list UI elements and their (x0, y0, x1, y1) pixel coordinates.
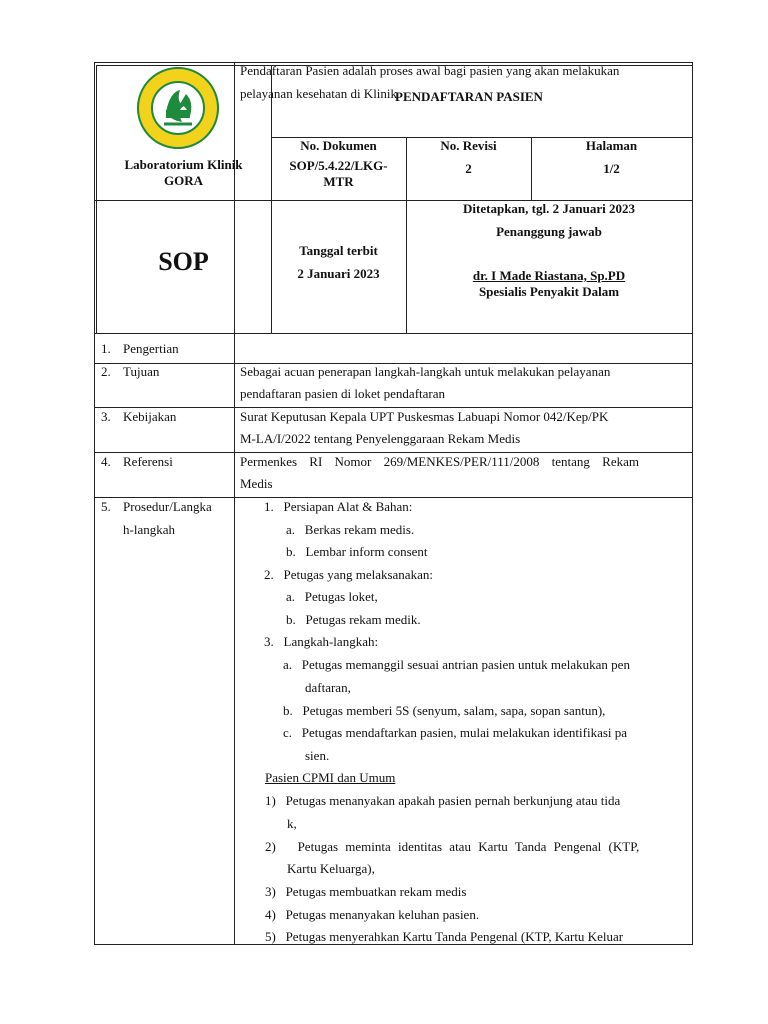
cpmi-step-5: 5) Petugas menyerahkan Kartu Tanda Pengenal (KTP, Kartu Keluar (265, 929, 624, 944)
penanggung-jawab: Penanggung jawab (496, 224, 602, 239)
cpmi-step-2-line1: 2) Petugas meminta identitas atau Kartu Tanda Pengenal (KTP, (265, 839, 640, 854)
header-bottom (94, 333, 692, 334)
referensi-line2: Medis (240, 476, 273, 491)
signer-name-text: dr. I Made Riastana, Sp.PD (472, 268, 626, 283)
cpmi-step-4: 4) Petugas menanyakan keluhan pasien. (265, 907, 480, 922)
step-3a-line2: daftaran, (305, 680, 351, 695)
ditetapkan: Ditetapkan, tgl. 2 Januari 2023 (463, 201, 635, 216)
section-num-tujuan: 2. (101, 364, 111, 379)
section-num-prosedur: 5. (101, 499, 111, 514)
clinic-name-line1: Laboratorium Klinik (124, 157, 243, 172)
body-border-right (692, 333, 693, 945)
tujuan-line1: Sebagai acuan penerapan langkah-langkah untuk melakukan pelayanan (240, 364, 611, 379)
section-label-kebijakan: Kebijakan (123, 409, 177, 424)
section-label-prosedur-line2: h-langkah (123, 522, 175, 537)
cpmi-step-3: 3) Petugas membuatkan rekam medis (265, 884, 467, 899)
step-3: 3. Langkah-langkah: (264, 634, 379, 649)
step-1: 1. Persiapan Alat & Bahan: (264, 499, 413, 514)
header-col-divider (234, 62, 235, 334)
body-border-left (94, 333, 95, 945)
doc-title: PENDAFTARAN PASIEN (395, 89, 543, 104)
overlay-text-line1: Pendaftaran Pasien adalah proses awal bagi pasien yang akan melakukan (240, 63, 620, 78)
kebijakan-line1: Surat Keputusan Kepala UPT Puskesmas Labuapi Nomor 042/Kep/PK (240, 409, 609, 424)
section-label-pengertian: Pengertian (123, 341, 179, 356)
step-3c-line2: sien. (305, 748, 330, 763)
no-revisi-label: No. Revisi (440, 138, 497, 153)
section-label-tujuan: Tujuan (123, 364, 160, 379)
step-3a-line1: a. Petugas memanggil sesuai antrian pasien untuk melakukan pen (283, 657, 630, 672)
sop-label: SOP (158, 247, 209, 276)
signer-title: Spesialis Penyakit Dalam (478, 284, 620, 299)
step-1b: b. Lembar inform consent (286, 544, 428, 559)
step-3c-line1: c. Petugas mendaftarkan pasien, mulai melakukan identifikasi pa (283, 725, 628, 740)
step-3b: b. Petugas memberi 5S (senyum, salam, sapa, sopan santun), (283, 703, 606, 718)
section-num-referensi: 4. (101, 454, 111, 469)
cpmi-step-2-line2: Kartu Keluarga), (287, 861, 375, 876)
tanggal-terbit-label: Tanggal terbit (299, 243, 378, 258)
no-dokumen-label: No. Dokumen (300, 138, 377, 153)
header-border-left (94, 62, 95, 334)
tujuan-line2: pendaftaran pasien di loket pendaftaran (240, 386, 446, 401)
section-label-prosedur-line1: Prosedur/Langka (123, 499, 212, 514)
tanggal-terbit-value: 2 Januari 2023 (297, 266, 380, 281)
step-2b: b. Petugas rekam medik. (286, 612, 421, 627)
step-1a: a. Berkas rekam medis. (286, 522, 415, 537)
overlay-text-line2: pelayanan kesehatan di Klinik (240, 86, 398, 101)
kebijakan-line2: M-LA/I/2022 tentang Penyelenggaraan Rekam Medis (240, 431, 521, 446)
no-revisi-value: 2 (465, 161, 472, 176)
halaman-label: Halaman (585, 138, 638, 153)
no-dokumen-line2: MTR (323, 174, 354, 189)
signer-name (406, 268, 692, 284)
body-col-divider (234, 333, 235, 945)
referensi-line1: Permenkes RI Nomor 269/MENKES/PER/111/2008 tentang Rekam (240, 454, 639, 469)
step-2: 2. Petugas yang melaksanakan: (264, 567, 433, 582)
section-label-referensi: Referensi (123, 454, 173, 469)
cpmi-step-1-line1: 1) Petugas menanyakan apakah pasien pernah berkunjung atau tida (265, 793, 621, 808)
step-2a: a. Petugas loket, (286, 589, 378, 604)
cpmi-step-1-line2: k, (287, 816, 297, 831)
cpmi-heading: Pasien CPMI dan Umum (265, 770, 396, 785)
header-border-right (692, 62, 693, 334)
section-num-kebijakan: 3. (101, 409, 111, 424)
halaman-value: 1/2 (603, 161, 620, 176)
clinic-logo (136, 66, 220, 150)
section-num-pengertian: 1. (101, 341, 111, 356)
clinic-name-line2: GORA (164, 173, 203, 188)
no-dokumen-line1: SOP/5.4.22/LKG- (289, 158, 388, 173)
